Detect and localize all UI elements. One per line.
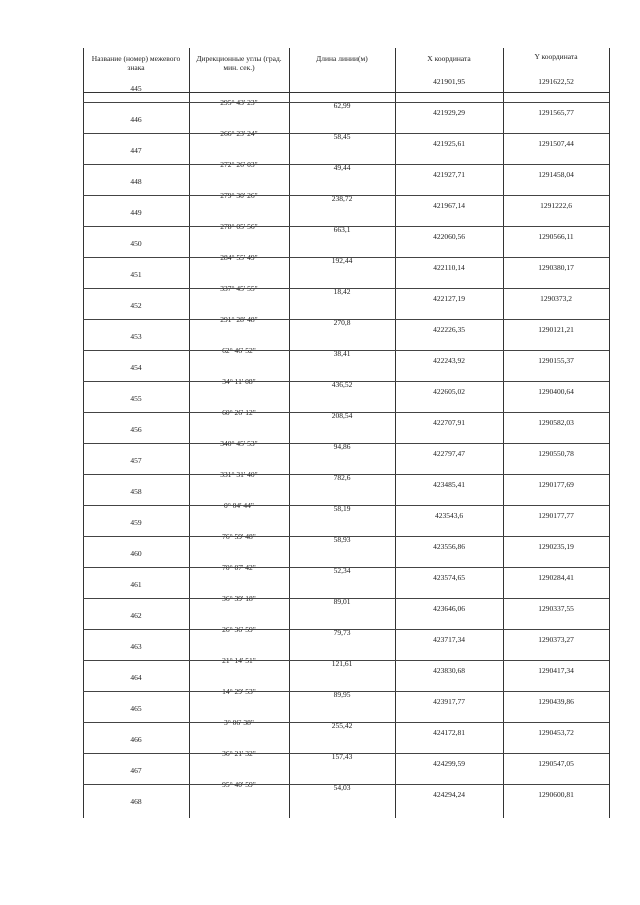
y-coordinate: 1290550,78 xyxy=(538,449,574,458)
point-name: 452 xyxy=(130,301,142,310)
x-coordinate: 422127,19 xyxy=(433,294,465,303)
x-coordinate: 423485,41 xyxy=(433,480,465,489)
header-point-name: Название (номер) межевого знака xyxy=(91,54,181,72)
x-coordinate: 424172,81 xyxy=(433,728,465,737)
point-name: 465 xyxy=(130,704,142,713)
y-coordinate: 1290337,55 xyxy=(538,604,574,613)
row-divider xyxy=(83,598,609,599)
row-divider xyxy=(83,102,609,103)
direction-angle: 36° 21' 32" xyxy=(222,749,256,758)
line-length: 89,01 xyxy=(333,597,351,606)
line-length: 58,45 xyxy=(333,132,351,141)
direction-angle: 95° 40' 59" xyxy=(222,780,256,789)
y-coordinate: 1290400,64 xyxy=(538,387,574,396)
point-name: 445 xyxy=(130,84,142,93)
line-length: 52,34 xyxy=(333,566,351,575)
line-length: 58,19 xyxy=(333,504,351,513)
x-coordinate: 421925,61 xyxy=(433,139,465,148)
row-divider xyxy=(83,505,609,506)
row-divider xyxy=(83,350,609,351)
x-coordinate: 422226,35 xyxy=(433,325,465,334)
y-coordinate: 1290453,72 xyxy=(538,728,574,737)
direction-angle: 62° 46' 52" xyxy=(222,346,256,355)
y-coordinate: 1290155,37 xyxy=(538,356,574,365)
direction-angle: 60° 26' 12" xyxy=(222,408,256,417)
row-divider xyxy=(83,784,609,785)
point-name: 450 xyxy=(130,239,142,248)
row-divider xyxy=(83,629,609,630)
row-divider xyxy=(83,133,609,134)
point-name: 451 xyxy=(130,270,142,279)
direction-angle: 284° 55' 49" xyxy=(220,253,258,262)
header-y-coordinate: Y координата xyxy=(534,52,578,61)
row-divider xyxy=(83,257,609,258)
x-coordinate: 422797,47 xyxy=(433,449,465,458)
y-coordinate: 1291222,6 xyxy=(540,201,572,210)
table-row xyxy=(83,758,609,792)
table-body xyxy=(83,76,609,820)
row-divider xyxy=(83,567,609,568)
line-length: 663,1 xyxy=(333,225,351,234)
direction-angle: 331° 31' 40" xyxy=(220,470,258,479)
table-row xyxy=(83,324,609,358)
line-length: 49,44 xyxy=(333,163,351,172)
direction-angle: 70° 07' 42" xyxy=(222,563,256,572)
x-coordinate: 421967,14 xyxy=(433,201,465,210)
line-length: 208,54 xyxy=(331,411,353,420)
line-length: 79,73 xyxy=(333,628,351,637)
table-row xyxy=(83,510,609,544)
y-coordinate: 1290582,03 xyxy=(538,418,574,427)
direction-angle: 295° 43' 23" xyxy=(220,98,258,107)
table-row xyxy=(83,200,609,234)
table-row xyxy=(83,355,609,389)
x-coordinate: 423717,34 xyxy=(433,635,465,644)
direction-angle: 34° 11' 08" xyxy=(222,377,256,386)
y-coordinate: 1291565,77 xyxy=(538,108,574,117)
line-length: 436,52 xyxy=(331,380,353,389)
table-row xyxy=(83,293,609,327)
table-row xyxy=(83,231,609,265)
x-coordinate: 421927,71 xyxy=(433,170,465,179)
line-length: 54,03 xyxy=(333,783,351,792)
point-name: 466 xyxy=(130,735,142,744)
x-coordinate: 422707,91 xyxy=(433,418,465,427)
y-coordinate: 1291507,44 xyxy=(538,139,574,148)
line-length: 238,72 xyxy=(331,194,353,203)
table-row xyxy=(83,448,609,482)
point-name: 448 xyxy=(130,177,142,186)
point-name: 459 xyxy=(130,518,142,527)
x-coordinate: 423556,86 xyxy=(433,542,465,551)
table-row xyxy=(83,727,609,761)
x-coordinate: 423574,65 xyxy=(433,573,465,582)
point-name: 463 xyxy=(130,642,142,651)
table-row xyxy=(83,76,609,110)
point-name: 447 xyxy=(130,146,142,155)
x-coordinate: 422605,02 xyxy=(433,387,465,396)
table-row xyxy=(83,603,609,637)
y-coordinate: 1290600,81 xyxy=(538,790,574,799)
y-coordinate: 1290547,05 xyxy=(538,759,574,768)
direction-angle: 340° 45' 53" xyxy=(220,439,258,448)
direction-angle: 279° 30' 26" xyxy=(220,191,258,200)
y-coordinate: 1290177,77 xyxy=(538,511,574,520)
point-name: 449 xyxy=(130,208,142,217)
row-divider xyxy=(83,474,609,475)
x-coordinate: 421901,95 xyxy=(433,77,465,86)
line-length: 94,86 xyxy=(333,442,351,451)
x-coordinate: 423646,06 xyxy=(433,604,465,613)
line-length: 255,42 xyxy=(331,721,353,730)
point-name: 446 xyxy=(130,115,142,124)
x-coordinate: 422243,92 xyxy=(433,356,465,365)
x-coordinate: 422110,14 xyxy=(433,263,465,272)
y-coordinate: 1290284,41 xyxy=(538,573,574,582)
coordinates-table xyxy=(83,48,609,818)
table-row xyxy=(83,696,609,730)
table-row xyxy=(83,479,609,513)
point-name: 464 xyxy=(130,673,142,682)
line-length: 58,93 xyxy=(333,535,351,544)
x-coordinate: 423830,68 xyxy=(433,666,465,675)
table-row xyxy=(83,572,609,606)
x-coordinate: 424299,59 xyxy=(433,759,465,768)
direction-angle: 21° 14' 51" xyxy=(222,656,256,665)
table-row xyxy=(83,386,609,420)
table-row xyxy=(83,169,609,203)
y-coordinate: 1290121,21 xyxy=(538,325,574,334)
row-divider xyxy=(83,226,609,227)
direction-angle: 291° 28' 48" xyxy=(220,315,258,324)
table-row xyxy=(83,107,609,141)
direction-angle: 3° 06' 38" xyxy=(224,718,254,727)
row-divider xyxy=(83,722,609,723)
row-divider xyxy=(83,195,609,196)
row-divider xyxy=(83,691,609,692)
line-length: 62,99 xyxy=(333,101,351,110)
table-row xyxy=(83,789,609,820)
x-coordinate: 424294,24 xyxy=(433,790,465,799)
line-length: 192,44 xyxy=(331,256,353,265)
row-divider xyxy=(83,443,609,444)
row-divider xyxy=(83,412,609,413)
line-length: 157,43 xyxy=(331,752,353,761)
direction-angle: 14° 29' 53" xyxy=(222,687,256,696)
y-coordinate: 1290380,17 xyxy=(538,263,574,272)
direction-angle: 36° 39' 18" xyxy=(222,594,256,603)
y-coordinate: 1290417,34 xyxy=(538,666,574,675)
line-length: 18,42 xyxy=(333,287,351,296)
point-name: 458 xyxy=(130,487,142,496)
table-row xyxy=(83,541,609,575)
row-divider xyxy=(83,381,609,382)
point-name: 456 xyxy=(130,425,142,434)
line-length: 89,95 xyxy=(333,690,351,699)
point-name: 453 xyxy=(130,332,142,341)
y-coordinate: 1290177,69 xyxy=(538,480,574,489)
y-coordinate: 1291622,52 xyxy=(538,77,574,86)
direction-angle: 278° 05' 56" xyxy=(220,222,258,231)
point-name: 467 xyxy=(130,766,142,775)
point-name: 454 xyxy=(130,363,142,372)
line-length: 782,6 xyxy=(333,473,351,482)
row-divider xyxy=(83,164,609,165)
point-name: 468 xyxy=(130,797,142,806)
direction-angle: 272° 26' 03" xyxy=(220,160,258,169)
x-coordinate: 423543,6 xyxy=(434,511,464,520)
y-coordinate: 1291458,04 xyxy=(538,170,574,179)
header-x-coordinate: X координата xyxy=(427,54,471,63)
row-divider xyxy=(83,753,609,754)
y-coordinate: 1290566,11 xyxy=(538,232,574,241)
direction-angle: 26° 36' 59" xyxy=(222,625,256,634)
row-divider xyxy=(83,319,609,320)
point-name: 457 xyxy=(130,456,142,465)
row-divider xyxy=(83,660,609,661)
point-name: 455 xyxy=(130,394,142,403)
direction-angle: 0° 04' 44" xyxy=(224,501,254,510)
x-coordinate: 422060,56 xyxy=(433,232,465,241)
header-line-length: Длина линии(м) xyxy=(316,54,368,63)
direction-angle: 337° 45' 55" xyxy=(220,284,258,293)
direction-angle: 266° 23' 24" xyxy=(220,129,258,138)
header-direction-angle: Дирекционные углы (град. мин. сек.) xyxy=(196,54,282,72)
table-row xyxy=(83,634,609,668)
table-row xyxy=(83,665,609,699)
direction-angle: 76° 59' 48" xyxy=(222,532,256,541)
line-length: 121,61 xyxy=(331,659,353,668)
point-name: 461 xyxy=(130,580,142,589)
table-row xyxy=(83,417,609,451)
x-coordinate: 421929,29 xyxy=(433,108,465,117)
line-length: 38,41 xyxy=(333,349,351,358)
row-divider xyxy=(83,536,609,537)
row-divider xyxy=(83,288,609,289)
y-coordinate: 1290373,2 xyxy=(540,294,572,303)
line-length: 270,8 xyxy=(333,318,351,327)
point-name: 460 xyxy=(130,549,142,558)
column-border xyxy=(609,48,610,818)
point-name: 462 xyxy=(130,611,142,620)
y-coordinate: 1290373,27 xyxy=(538,635,574,644)
x-coordinate: 423917,77 xyxy=(433,697,465,706)
table-row xyxy=(83,262,609,296)
table-row xyxy=(83,138,609,172)
y-coordinate: 1290439,86 xyxy=(538,697,574,706)
y-coordinate: 1290235,19 xyxy=(538,542,574,551)
